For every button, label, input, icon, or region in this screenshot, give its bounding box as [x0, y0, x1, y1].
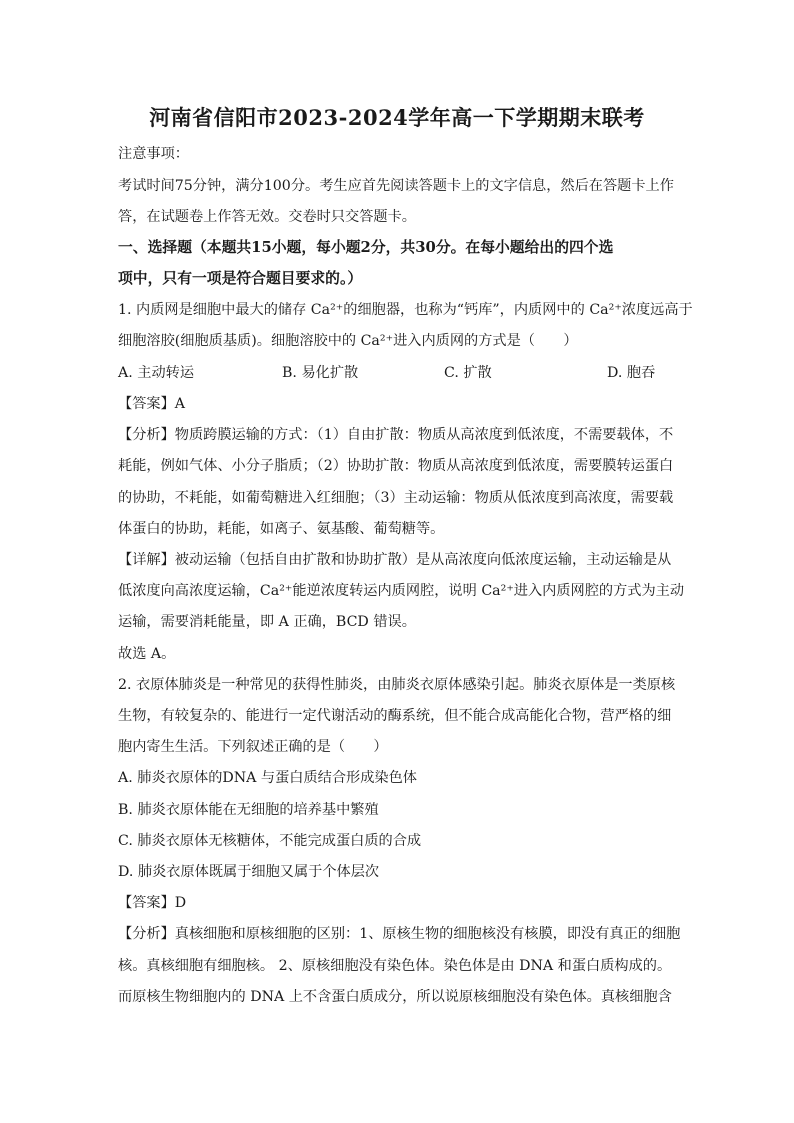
- q1-option-b: B. 易化扩散: [282, 365, 359, 381]
- q1-detail-line-3: 运输，需要消耗能量，即 A 正确，BCD 错误。: [118, 614, 416, 630]
- q1-conclusion: 故选 A。: [118, 646, 176, 662]
- notice-heading: 注意事项：: [118, 146, 189, 162]
- q1-detail-line-2: 低浓度向高浓度运输，Ca²⁺能逆浓度转运内质网腔，说明 Ca²⁺进入内质网腔的方式为主动: [118, 583, 685, 599]
- q1-detail-line-1: 【详解】被动运输（包括自由扩散和协助扩散）是从高浓度向低浓度运输，主动运输是从: [118, 552, 672, 568]
- q2-stem-line-1: 2. 衣原体肺炎是一种常见的获得性肺炎，由肺炎衣原体感染引起。肺炎衣原体是一类原核: [118, 677, 676, 693]
- notice-line-1: 考试时间75分钟，满分100分。考生应首先阅读答题卡上的文字信息，然后在答题卡上作: [118, 178, 674, 194]
- q2-analysis-line-3: 而原核生物细胞内的 DNA 上不含蛋白质成分，所以说原核细胞没有染色体。真核细胞含: [118, 989, 672, 1005]
- q2-analysis-line-1: 【分析】真核细胞和原核细胞的区别：1、原核生物的细胞核没有核膜，即没有真正的细胞: [118, 926, 681, 942]
- q1-stem-line-1: 1. 内质网是细胞中最大的储存 Ca²⁺的细胞器，也称为“钙库”，内质网中的 Ca²⁺浓度远高于: [118, 302, 693, 318]
- q1-option-c: C. 扩散: [444, 365, 492, 381]
- q2-stem-line-3: 胞内寄生生活。下列叙述正确的是（ ）: [118, 739, 388, 755]
- q2-option-d: D. 肺炎衣原体既属于细胞又属于个体层次: [118, 864, 380, 880]
- q1-answer: 【答案】A: [118, 396, 185, 412]
- q2-option-b: B. 肺炎衣原体能在无细胞的培养基中繁殖: [118, 802, 379, 818]
- q2-option-c: C. 肺炎衣原体无核糖体，不能完成蛋白质的合成: [118, 833, 422, 849]
- section-heading-line-1: 一、选择题（本题共15小题，每小题2分，共30分。在每小题给出的四个选: [118, 239, 614, 256]
- q1-stem-line-2: 细胞溶胶(细胞质基质)。细胞溶胶中的 Ca²⁺进入内质网的方式是（ ）: [118, 333, 578, 349]
- q1-analysis-line-2: 耗能，例如气体、小分子脂质；（2）协助扩散：物质从高浓度到低浓度，需要膜转运蛋白: [118, 458, 674, 474]
- section-heading-line-2: 项中，只有一项是符合题目要求的。）: [118, 270, 363, 287]
- q2-stem-line-2: 生物，有较复杂的、能进行一定代谢活动的酶系统，但不能合成高能化合物，营严格的细: [118, 708, 672, 724]
- q2-answer: 【答案】D: [118, 895, 187, 911]
- notice-line-2: 答，在试题卷上作答无效。交卷时只交答题卡。: [118, 209, 416, 225]
- q2-option-a: A. 肺炎衣原体的DNA 与蛋白质结合形成染色体: [118, 770, 417, 786]
- page-title: 河南省信阳市2023-2024学年高一下学期期末联考: [149, 105, 645, 130]
- q2-analysis-line-2: 核。真核细胞有细胞核。 2、原核细胞没有染色体。染色体是由 DNA 和蛋白质构成的。: [118, 958, 672, 974]
- q1-option-a: A. 主动转运: [118, 365, 195, 381]
- q1-option-d: D. 胞吞: [607, 365, 656, 381]
- q1-analysis-line-1: 【分析】物质跨膜运输的方式：（1）自由扩散：物质从高浓度到低浓度，不需要载体，不: [118, 427, 674, 443]
- q1-analysis-line-3: 的协助，不耗能，如葡萄糖进入红细胞；（3）主动运输：物质从低浓度到高浓度，需要载: [118, 490, 674, 506]
- q1-analysis-line-4: 体蛋白的协助，耗能，如离子、氨基酸、葡萄糖等。: [118, 521, 445, 537]
